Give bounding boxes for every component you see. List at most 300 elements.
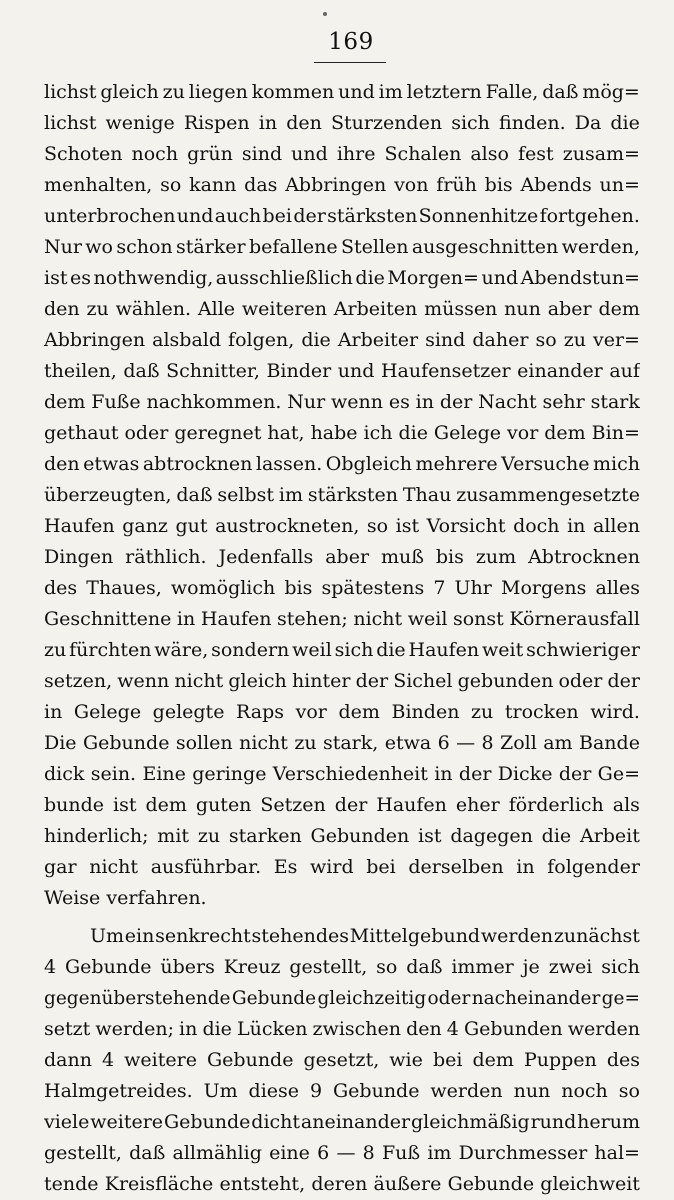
word: in	[415, 391, 434, 413]
word: ich	[363, 422, 393, 444]
text-line	[44, 1045, 640, 1076]
paragraph-1	[44, 77, 640, 914]
word: werden,	[561, 236, 640, 258]
word: 6	[317, 1142, 330, 1164]
word: ge=	[601, 988, 640, 1009]
word: im	[378, 81, 403, 103]
word: Haufen	[200, 608, 272, 630]
word: starken	[228, 825, 302, 847]
word: aneinander	[300, 1111, 411, 1133]
word: im	[427, 1142, 452, 1164]
word: je	[522, 956, 540, 978]
word: zwischen	[312, 1018, 402, 1040]
word: die	[376, 639, 406, 661]
word: bis	[484, 174, 513, 196]
text-line	[44, 170, 640, 201]
word: habe	[310, 422, 358, 444]
word: die	[610, 112, 640, 134]
word: nachkommen.	[146, 391, 282, 413]
word: weil	[292, 639, 332, 661]
word: Gebunden	[310, 825, 410, 847]
word: allmählig	[172, 1142, 262, 1164]
text-line	[44, 449, 640, 480]
word: eher	[455, 794, 500, 816]
word: theilen,	[44, 360, 117, 382]
word: stark,	[322, 732, 379, 754]
word: bei	[366, 856, 396, 878]
word: gegenüberstehende	[44, 988, 231, 1009]
word: und	[291, 143, 328, 165]
word: dem	[598, 298, 640, 320]
word: daß	[123, 360, 160, 382]
word: dem	[544, 422, 586, 444]
word: der	[607, 670, 640, 692]
word: werden	[430, 1080, 503, 1102]
text-line	[44, 108, 640, 139]
word: übers	[160, 956, 215, 978]
word: herum	[577, 1111, 640, 1133]
word: Abbringen	[44, 329, 146, 351]
word: daher	[472, 329, 529, 351]
text-line	[44, 263, 640, 294]
word: zu	[294, 732, 317, 754]
word: liegen	[188, 81, 248, 103]
word: fürchten	[69, 639, 152, 661]
word: bunde	[44, 794, 105, 816]
word: Abendstun=	[520, 267, 640, 289]
word: Abends	[520, 174, 592, 196]
text-line	[44, 356, 640, 387]
word: in	[258, 112, 278, 134]
word: Haufen	[408, 639, 480, 661]
word: zusammengesetzte	[456, 484, 640, 506]
word: die	[355, 267, 385, 289]
word: Thau	[402, 484, 452, 506]
word: Eine	[142, 763, 186, 785]
word: derselben	[408, 856, 504, 878]
word: zum	[475, 546, 517, 568]
word: schwieriger	[526, 639, 640, 661]
text-line	[44, 921, 640, 952]
word: Gebunde	[231, 988, 317, 1009]
word: Setzen	[260, 794, 326, 816]
word: dem	[472, 1049, 514, 1071]
word: auch	[214, 205, 262, 227]
word: mit	[157, 825, 190, 847]
word: setzen,	[44, 670, 113, 692]
word: wählen.	[115, 298, 192, 320]
word: bei	[432, 1049, 463, 1071]
word: zu	[44, 639, 67, 661]
word: unterbrochen	[44, 205, 176, 227]
word: aber	[547, 298, 592, 320]
word: Schoten	[44, 143, 123, 165]
body-text	[44, 77, 640, 1200]
word: guten	[195, 794, 252, 816]
word: Kreuz	[223, 956, 281, 978]
word: Schalen	[384, 143, 462, 165]
word: mehrere	[415, 453, 498, 475]
word: Arbeiten	[333, 298, 418, 320]
word: weitere	[90, 1111, 164, 1133]
word: gleichweit	[540, 1173, 640, 1195]
word: überzeugten,	[44, 484, 172, 506]
word: bei	[262, 205, 292, 227]
word: zusam=	[562, 143, 640, 165]
word: Sturzenden	[330, 112, 443, 134]
word: Gebunde	[82, 732, 170, 754]
text-line	[44, 983, 640, 1014]
word: der	[293, 205, 326, 227]
text-line	[44, 201, 640, 232]
word: wo	[85, 236, 113, 258]
word: dagegen	[450, 825, 533, 847]
text-line	[44, 821, 640, 852]
word: spätestens	[321, 577, 425, 599]
word: zu	[162, 81, 185, 103]
text-line	[44, 1076, 640, 1107]
word: gleichzeitig	[317, 988, 427, 1009]
word: Stellen	[340, 236, 409, 258]
word: gut	[175, 515, 208, 537]
word: wenn	[331, 391, 383, 413]
text-line	[44, 759, 640, 790]
word: trocken	[504, 701, 579, 723]
word: allen	[592, 515, 640, 537]
word: Nacht	[478, 391, 537, 413]
word: Morgens	[501, 577, 587, 599]
page-number: 169	[328, 29, 374, 55]
word: zu	[563, 329, 586, 351]
word: stärksten	[327, 205, 418, 227]
word: grün	[187, 143, 233, 165]
word: und	[481, 267, 519, 289]
text-line	[44, 852, 640, 883]
word: nicht	[174, 670, 224, 692]
text-line	[44, 480, 640, 511]
word: lassen.	[255, 453, 323, 475]
word: Rispen	[183, 112, 250, 134]
word: die	[301, 329, 331, 351]
word: ihre	[336, 143, 376, 165]
word: mich	[593, 453, 640, 475]
word: noch	[561, 1080, 608, 1102]
word: Arbeit	[579, 825, 640, 847]
word: nicht	[239, 732, 288, 754]
word: den	[406, 1018, 442, 1040]
word: Geschnittene	[44, 608, 172, 630]
word: äußere	[373, 1173, 442, 1195]
word: Ge=	[597, 763, 640, 785]
word: menhalten,	[44, 174, 153, 196]
word: gleichmäßig	[410, 1111, 530, 1133]
text-line	[44, 952, 640, 983]
word: nicht	[353, 608, 403, 630]
word: ist	[113, 794, 137, 816]
word: weiteren	[241, 298, 327, 320]
word: rund	[530, 1111, 577, 1133]
text-line	[44, 1014, 640, 1045]
word: weitere	[124, 1049, 197, 1071]
word: daß	[542, 81, 579, 103]
word: ausführbar.	[150, 856, 262, 878]
word: stärksten	[307, 484, 399, 506]
word: sollen	[175, 732, 233, 754]
word: und	[337, 360, 375, 382]
word: gesetzt,	[303, 1049, 380, 1071]
word: 4	[446, 1018, 459, 1040]
word: entsteht,	[219, 1173, 306, 1195]
word: Vorsicht	[426, 515, 506, 537]
word: oder	[427, 988, 471, 1009]
word: Gebunde	[447, 1173, 535, 1195]
text-line	[44, 604, 640, 635]
word: des	[606, 1049, 640, 1071]
word: Gebunden	[463, 1018, 563, 1040]
word: Arbeiter	[337, 329, 419, 351]
word: also	[470, 143, 509, 165]
word: oder	[124, 422, 169, 444]
text-line	[44, 635, 640, 666]
word: Abtrocknen	[528, 546, 640, 568]
word: hat,	[267, 422, 305, 444]
word: Gebunde	[333, 1080, 420, 1102]
word: 8	[481, 732, 494, 754]
word: deren	[311, 1173, 368, 1195]
word: dicht	[251, 1111, 301, 1133]
word: in	[567, 515, 586, 537]
paragraph-2	[44, 921, 640, 1200]
word: Alle	[197, 298, 236, 320]
word: Nur	[44, 236, 82, 258]
word: Abbringen	[285, 174, 387, 196]
word: Da	[574, 112, 602, 134]
text-line	[44, 77, 640, 108]
word: sondern	[211, 639, 290, 661]
word: Kreisfläche	[104, 1173, 214, 1195]
word: womöglich	[170, 577, 276, 599]
word: Gelege	[433, 422, 502, 444]
word: Thaues,	[86, 577, 162, 599]
word: lichst	[44, 112, 97, 134]
word: daß	[176, 484, 213, 506]
word: sind	[241, 143, 283, 165]
word: muß	[380, 546, 424, 568]
word: 4	[44, 956, 57, 978]
word: stark	[590, 391, 640, 413]
word: Obgleich	[325, 453, 412, 475]
word: geringe	[192, 763, 267, 785]
word: fest	[518, 143, 554, 165]
word: —	[336, 1142, 356, 1164]
word: Haufensetzer	[380, 360, 511, 382]
paragraph-gap	[44, 914, 640, 921]
word: den	[286, 112, 322, 134]
word: Bin=	[591, 422, 640, 444]
word: alsbald	[152, 329, 222, 351]
word: letztern	[406, 81, 482, 103]
word: dann	[44, 1049, 92, 1071]
word: fortgehen.	[539, 205, 640, 227]
word: und	[176, 205, 214, 227]
word: weit	[482, 639, 524, 661]
word: dem	[338, 701, 380, 723]
word: 4	[102, 1049, 115, 1071]
word: diese	[248, 1080, 300, 1102]
word: zu	[471, 701, 494, 723]
word: gethaut	[44, 422, 119, 444]
word: nothwendig,	[93, 267, 214, 289]
word: Nur	[287, 391, 326, 413]
word: früh	[436, 174, 477, 196]
word: werden	[567, 1018, 640, 1040]
word: Bande	[579, 732, 640, 754]
word: in	[179, 1018, 198, 1040]
word: ausschließlich	[215, 267, 353, 289]
word: Lücken	[236, 1018, 308, 1040]
word: werden	[480, 925, 554, 947]
word: folgen,	[228, 329, 295, 351]
word: Schnitter,	[166, 360, 260, 382]
word: wird	[310, 856, 354, 878]
word: Morgen=	[387, 267, 479, 289]
word: Sonnenhitze	[418, 205, 539, 227]
word: so	[535, 329, 557, 351]
word: bis	[435, 546, 464, 568]
word: sonst	[452, 608, 504, 630]
word: folgender	[547, 856, 640, 878]
word: gleich	[228, 670, 287, 692]
text-line	[44, 325, 640, 356]
word: ist	[418, 825, 442, 847]
word: Zoll	[500, 732, 537, 754]
word: dick	[44, 763, 85, 785]
word: der	[355, 670, 389, 692]
text-line	[44, 294, 640, 325]
word: setzt	[44, 1018, 91, 1040]
word: wird.	[590, 701, 640, 723]
word: Dicke	[497, 763, 553, 785]
word: Versuche	[501, 453, 590, 475]
word: 7	[433, 577, 446, 599]
text-line	[44, 1169, 640, 1200]
word: sich	[334, 639, 374, 661]
word: Halmgetreides.	[44, 1080, 193, 1102]
word: stehendes	[251, 925, 349, 947]
text-line	[44, 1107, 640, 1138]
word: etwas	[83, 453, 140, 475]
word: kommen	[251, 81, 335, 103]
text-line	[44, 697, 640, 728]
word: Körnerausfall	[509, 608, 640, 630]
word: 6	[437, 732, 450, 754]
word: Gebunde	[64, 956, 152, 978]
text-line	[44, 542, 640, 573]
word: nicht	[89, 856, 139, 878]
word: Haufen	[44, 515, 115, 537]
word: vor	[507, 422, 539, 444]
word: befallene	[248, 236, 338, 258]
text-line	[44, 790, 640, 821]
word: das	[244, 174, 278, 196]
word: weil	[407, 608, 448, 630]
word: in	[516, 856, 535, 878]
word: finden.	[499, 112, 566, 134]
word: ist	[395, 515, 420, 537]
word: sehr	[542, 391, 585, 413]
word: zwei	[548, 956, 593, 978]
word: zunächst	[553, 925, 640, 947]
word: von	[394, 174, 429, 196]
word: alles	[595, 577, 640, 599]
text-line	[44, 232, 640, 263]
word: den	[44, 298, 80, 320]
word: wenige	[105, 112, 175, 134]
text-line	[44, 418, 640, 449]
word: in	[176, 608, 196, 630]
word: Fuß	[381, 1142, 421, 1164]
word: Durchmesser	[458, 1142, 588, 1164]
word: räthlich.	[125, 546, 207, 568]
word: Mittelgebund	[349, 925, 481, 947]
word: gebunden	[457, 670, 554, 692]
word: ausgeschnitten	[411, 236, 559, 258]
word: Gebunde	[207, 1049, 294, 1071]
word: hinderlich;	[44, 825, 149, 847]
word: zu	[86, 298, 109, 320]
word: förderlich	[508, 794, 604, 816]
text-line	[44, 573, 640, 604]
word: wenn	[117, 670, 170, 692]
word: Puppen	[523, 1049, 597, 1071]
word: geregnet	[174, 422, 262, 444]
word: Dingen	[44, 546, 114, 568]
word: die	[541, 825, 572, 847]
word: senkrecht	[155, 925, 251, 947]
text-line	[44, 511, 640, 542]
word: Falle,	[485, 81, 539, 103]
word: daß	[129, 1142, 166, 1164]
word: des	[44, 577, 78, 599]
word: den	[44, 453, 80, 475]
word: so	[160, 174, 182, 196]
word: wie	[389, 1049, 423, 1071]
word: in	[434, 763, 453, 785]
word: gar	[44, 856, 77, 878]
word: gestellt,	[289, 956, 368, 978]
word: dem	[44, 391, 86, 413]
word: Verschiedenheit	[272, 763, 428, 785]
word: austrockneten,	[215, 515, 360, 537]
text-line	[44, 387, 640, 418]
word: zu	[197, 825, 221, 847]
word: auf	[609, 360, 640, 382]
word: gleich	[100, 81, 159, 103]
word: so	[376, 956, 398, 978]
word: Die	[44, 732, 77, 754]
word: der	[439, 391, 473, 413]
word: Gelege	[73, 701, 142, 723]
text-line	[44, 728, 640, 759]
word: sind	[425, 329, 466, 351]
word: einander	[517, 360, 603, 382]
word: nun	[504, 298, 541, 320]
word: ver=	[592, 329, 640, 351]
word: doch	[513, 515, 560, 537]
word: sich	[451, 112, 490, 134]
word: —	[456, 732, 476, 754]
word: es	[388, 391, 410, 413]
